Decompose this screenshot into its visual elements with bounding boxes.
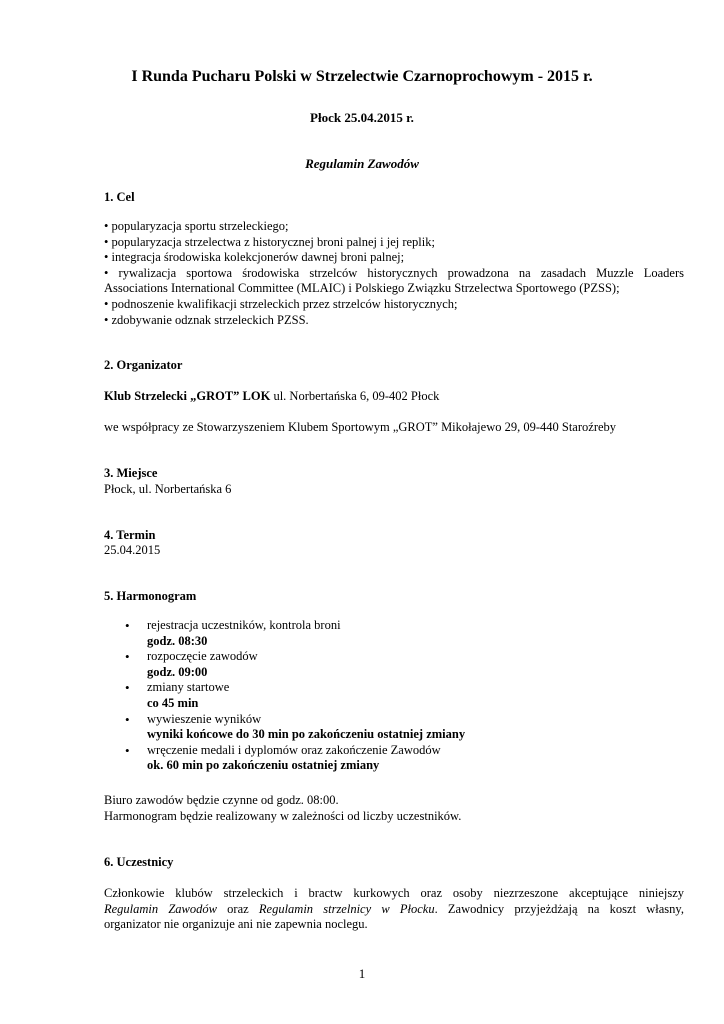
schedule-time: godz. 08:30 (147, 633, 208, 648)
document-name: Regulamin Zawodów (305, 156, 419, 171)
section-heading-harmonogram: 5. Harmonogram (104, 589, 197, 603)
termin-text: 25.04.2015 (104, 543, 161, 557)
list-item: • zdobywanie odznak strzeleckich PZSS. (104, 312, 309, 327)
schedule-label: rozpoczęcie zawodów (147, 649, 258, 664)
bullet-icon: • (125, 618, 130, 633)
list-item: • popularyzacja strzelectwa z historycznej broni palnej i jej replik; (104, 234, 435, 249)
list-item (104, 743, 664, 774)
list-item (104, 618, 664, 649)
schedule-label: wręczenie medali i dyplomów oraz zakończenie Zawodów (147, 742, 441, 757)
text-fragment: . Zawodnicy przyjeżdżają na koszt własny, (434, 901, 684, 916)
section-heading-termin: 4. Termin (104, 528, 156, 542)
schedule-label: zmiany startowe (147, 680, 230, 695)
schedule-note: Harmonogram będzie realizowany w zależności od liczby uczestników. (104, 809, 462, 823)
place-date: Płock 25.04.2015 r. (310, 110, 414, 125)
harmonogram-list (104, 618, 664, 774)
club-name: Klub Strzelecki „GROT” LOK (104, 389, 271, 403)
section-heading-uczestnicy: 6. Uczestnicy (104, 855, 174, 869)
organizer-line (104, 389, 439, 405)
list-item (104, 680, 664, 711)
schedule-label: wywieszenie wyników (147, 711, 262, 726)
section-heading-organizator: 2. Organizator (104, 358, 183, 372)
uczestnicy-paragraph (104, 886, 684, 933)
list-item: • popularyzacja sportu strzeleckiego; (104, 219, 289, 233)
list-item (104, 649, 664, 680)
schedule-time: godz. 09:00 (147, 664, 208, 679)
section-heading-miejsce: 3. Miejsce (104, 466, 158, 480)
list-item: • podnoszenie kwalifikacji strzeleckich przez strzelców historycznych; (104, 296, 458, 311)
list-item: • integracja środowiska kolekcjonerów dawnej broni palnej; (104, 250, 405, 265)
regulamin-zawodow-ref: Regulamin Zawodów (104, 901, 217, 916)
section-heading-cel: 1. Cel (104, 190, 135, 204)
office-hours-note: Biuro zawodów będzie czynne od godz. 08:00. (104, 793, 339, 807)
bullet-icon: • (125, 680, 130, 696)
text-fragment: oraz (216, 901, 259, 916)
bullet-icon: • (125, 742, 130, 758)
regulamin-strzelnicy-ref: Regulamin strzelnicy w Płocku (258, 901, 435, 916)
page-number: 1 (358, 966, 366, 981)
cooperation-line: we współpracy ze Stowarzyszeniem Klubem Sportowym „GROT” Mikołajewo 29, 09-440 Staroźreby (104, 420, 617, 434)
list-item (104, 712, 664, 743)
schedule-time: ok. 60 min po zakończeniu ostatniej zmiany (147, 758, 380, 773)
list-item: Associations International Committee (MLAIC) i Polskiego Związku Strzelectwa Sportowego (PZSS); (104, 281, 620, 296)
club-address: ul. Norbertańska 6, 09-402 Płock (270, 389, 440, 403)
schedule-label: rejestracja uczestników, kontrola broni (147, 618, 341, 632)
cel-list (104, 219, 684, 328)
paragraph-line (104, 902, 684, 918)
miejsce-text: Płock, ul. Norbertańska 6 (104, 482, 232, 496)
schedule-time: wyniki końcowe do 30 min po zakończeniu ostatniej zmiany (147, 727, 466, 742)
schedule-time: co 45 min (147, 695, 199, 710)
bullet-icon: • (125, 649, 130, 665)
paragraph-line: organizator nie organizuje ani nie zapewnia noclegu. (104, 917, 368, 932)
bullet-icon: • (125, 711, 130, 727)
list-item: • rywalizacja sportowa środowiska strzelców historycznych prowadzona na zasadach Muzzle Loaders (104, 265, 684, 280)
paragraph-line: Członkowie klubów strzeleckich i bractw kurkowych oraz osoby niezrzeszone akceptujące niniejszy (104, 886, 684, 900)
document-title: I Runda Pucharu Polski w Strzelectwie Czarnoprochowym - 2015 r. (131, 68, 593, 85)
